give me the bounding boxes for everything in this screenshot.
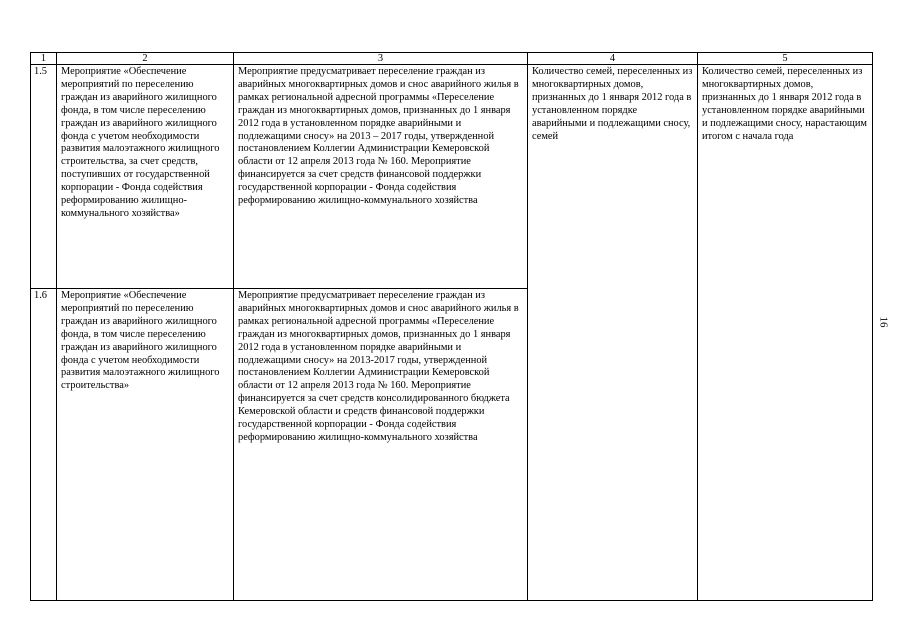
page-number: 16	[877, 316, 890, 328]
event-name-cell: Мероприятие «Обеспечение мероприятий по переселению граждан из аварийного жилищного фонда, в том числе переселению граждан из аварийного жилищного фонда с учетом необходимости развития малоэтажного жилищного строительства, за счет средств, поступивших от государственной корпорации - Фонда содействия реформированию жилищно-коммунального хозяйства»	[57, 65, 234, 289]
event-description-cell: Мероприятие предусматривает переселение граждан из аварийных многоквартирных домов и снос аварийного жилья в рамках региональной адресной программы «Переселение граждан из многоквартирных домов, признанных до 1 января 2012 года в установленном порядке аварийными и подлежащими сносу» на 2013-2017 годы, утвержденной постановлением Коллегии Администрации Кемеровской области от 12 апреля 2013 года № 160. Мероприятие финансируется за счет средств консолидированного бюджета Кемеровской области и средств финансовой поддержки государственной корпорации - Фонда содействия реформированию жилищно-коммунального хозяйства	[234, 289, 528, 601]
header-row	[31, 53, 873, 65]
header-col-3: 3	[234, 53, 528, 65]
table-row	[31, 65, 873, 289]
header-col-2: 2	[57, 53, 234, 65]
calculation-method-cell: Количество семей, переселенных из многоквартирных домов, признанных до 1 января 2012 года в установленном порядке аварийными и подлежащими сносу, нарастающим итогом с начала года	[698, 65, 873, 601]
header-col-4: 4	[528, 53, 698, 65]
row-number: 1.6	[31, 289, 57, 601]
program-table	[30, 52, 873, 601]
row-number: 1.5	[31, 65, 57, 289]
indicator-cell: Количество семей, переселенных из многоквартирных домов, признанных до 1 января 2012 года в установленном порядке аварийными и подлежащими сносу, семей	[528, 65, 698, 601]
header-col-5: 5	[698, 53, 873, 65]
header-col-1: 1	[31, 53, 57, 65]
event-name-cell: Мероприятие «Обеспечение мероприятий по переселению граждан из аварийного жилищного фонда, в том числе переселению граждан из аварийного жилищного фонда с учетом необходимости развития малоэтажного жилищного строительства»	[57, 289, 234, 601]
event-description-cell: Мероприятие предусматривает переселение граждан из аварийных многоквартирных домов и снос аварийного жилья в рамках региональной адресной программы «Переселение граждан из многоквартирных домов, признанных до 1 января 2012 года в установленном порядке аварийными и подлежащими сносу» на 2013 – 2017 годы, утвержденной постановлением Коллегии Администрации Кемеровской области от 12 апреля 2013 года № 160. Мероприятие финансируется за счет средств финансовой поддержки государственной корпорации - Фонда содействия реформированию жилищно-коммунального хозяйства	[234, 65, 528, 289]
